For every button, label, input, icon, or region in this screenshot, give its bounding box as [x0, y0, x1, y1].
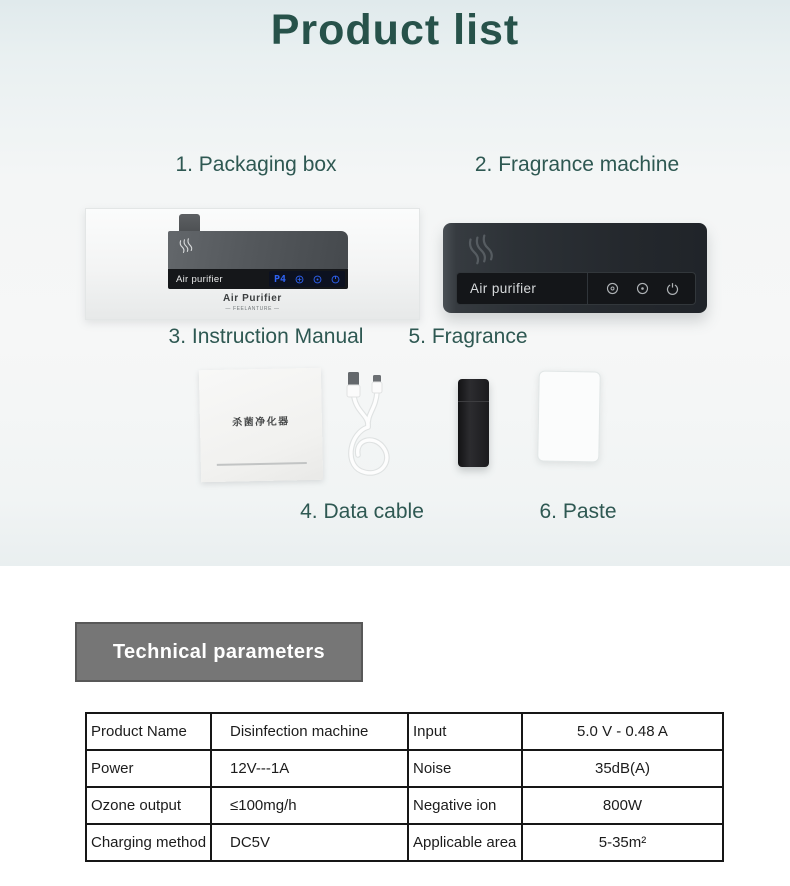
table-cell: Input — [408, 713, 522, 750]
table-row — [86, 824, 723, 861]
power-icon — [666, 282, 679, 295]
fragrance-machine-panel — [456, 272, 696, 305]
anion-icon — [636, 282, 649, 295]
table-cell: Power — [86, 750, 211, 787]
page-title: Product list — [270, 6, 520, 54]
technical-parameters-section — [0, 566, 790, 886]
label-packaging-box: 1. Packaging box — [175, 153, 337, 176]
fragrance-machine-image — [443, 223, 707, 313]
label-fragrance-machine: 2. Fragrance machine — [474, 153, 680, 176]
instruction-manual-image — [199, 368, 323, 483]
table-cell: Applicable area — [408, 824, 522, 861]
table-cell: Disinfection machine — [211, 713, 408, 750]
fan-icon — [606, 282, 619, 295]
data-cable-image — [340, 369, 398, 492]
table-cell: 800W — [522, 787, 723, 824]
device-label: Air purifier — [176, 273, 223, 285]
steam-icon — [467, 234, 493, 269]
technical-parameters-table — [85, 712, 724, 862]
table-cell: Product Name — [86, 713, 211, 750]
table-row — [86, 713, 723, 750]
paste-image — [537, 370, 601, 462]
label-paste: 6. Paste — [539, 500, 617, 523]
table-cell: 35dB(A) — [522, 750, 723, 787]
packaging-box-device-panel — [168, 269, 348, 289]
device-display — [269, 271, 345, 287]
table-cell: 5.0 V - 0.48 A — [522, 713, 723, 750]
power-icon — [331, 275, 340, 284]
steam-icon — [178, 238, 194, 259]
label-instruction-manual: 3. Instruction Manual — [168, 325, 364, 348]
display-value: P4 — [274, 273, 287, 285]
label-data-cable: 4. Data cable — [300, 500, 424, 523]
machine-buttons — [587, 273, 695, 304]
table-cell: 12V---1A — [211, 750, 408, 787]
table-row — [86, 787, 723, 824]
packaging-box-image — [85, 208, 420, 320]
fan-icon — [295, 275, 304, 284]
table-cell: Negative ion — [408, 787, 522, 824]
packaging-box-title: Air Purifier — [223, 293, 282, 304]
fragrance-stick-seam — [458, 401, 489, 402]
packaging-box-brand: — FEELANTURE — — [225, 306, 280, 312]
label-fragrance: 5. Fragrance — [408, 325, 528, 348]
table-row — [86, 750, 723, 787]
manual-title: 杀菌净化器 — [232, 416, 290, 429]
packaging-box-device-graphic — [168, 231, 348, 270]
manual-fineprint-line — [217, 462, 307, 466]
anion-icon — [313, 275, 322, 284]
table-cell: Charging method — [86, 824, 211, 861]
table-cell: DC5V — [211, 824, 408, 861]
table-cell: Ozone output — [86, 787, 211, 824]
table-cell: ≤100mg/h — [211, 787, 408, 824]
device-label: Air purifier — [470, 281, 537, 296]
table-cell: 5-35m² — [522, 824, 723, 861]
fragrance-stick-image — [458, 379, 489, 467]
technical-parameters-heading: Technical parameters — [75, 622, 363, 682]
table-cell: Noise — [408, 750, 522, 787]
